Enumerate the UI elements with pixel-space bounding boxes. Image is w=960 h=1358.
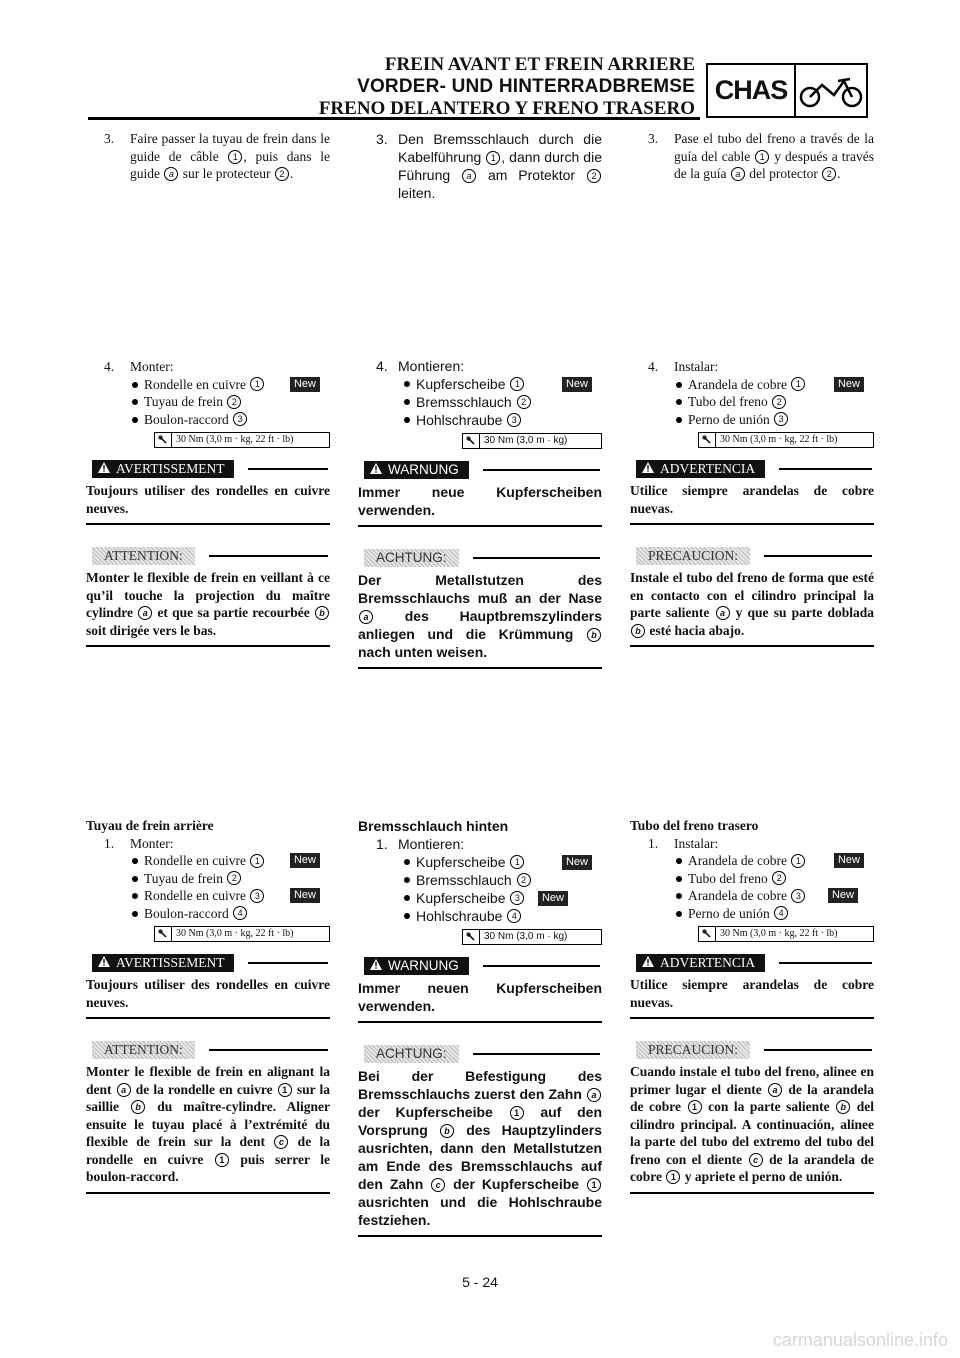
column-french xyxy=(86,130,330,183)
caution-box xyxy=(86,547,330,647)
warning-title: ADVERTENCIA xyxy=(660,461,756,477)
warning-text: Utilice siempre arandelas de cobre nuevas. xyxy=(630,977,874,1010)
list-item: Rondelle en cuivre 3 New xyxy=(86,887,330,905)
warning-triangle-icon xyxy=(642,460,654,478)
es-step-4-block xyxy=(630,358,874,647)
warning-title: AVERTISSEMENT xyxy=(116,461,225,477)
list-item: Arandela de cobre 3 New xyxy=(630,887,874,905)
list-item: Perno de unión 3 xyxy=(630,411,874,429)
wrench-icon xyxy=(155,927,172,941)
caution-box xyxy=(358,549,602,669)
warning-triangle-icon xyxy=(98,460,110,478)
caution-text: Bei der Befestigung des Bremsschlauchs zuerst den Zahn a der Kupferscheibe 1 auf den Vorsprung b des Hauptzylinders ausrichten, dann den Metallstutzen am Ende des Bremsschlauchs auf den Zahn c der Kupferscheibe 1 ausrichten und die Hohlschraube festziehen. xyxy=(358,1068,602,1228)
caution-text: Der Metallstutzen des Bremsschlauchs muß an der Nase a des Hauptbremszylinders anliegen und die Krümmung b nach unten weisen. xyxy=(358,572,602,660)
list-item: Bremsschlauch 2 xyxy=(358,393,602,411)
new-part-badge: New xyxy=(562,855,592,870)
caution-box xyxy=(86,1041,330,1194)
fr-step-3: 3. Faire passer la tuyau de frein dans le guide de câble 1 , puis dans le guide a sur le protecteur 2 . xyxy=(104,131,330,181)
list-item: Kupferscheibe 3 New xyxy=(358,889,602,907)
wrench-icon xyxy=(155,433,172,447)
torque-spec: 30 Nm (3,0 m · kg, 22 ft · lb) xyxy=(154,926,330,942)
list-item: Tubo del freno 2 xyxy=(630,870,874,888)
warning-box xyxy=(358,461,602,527)
list-item: Kupferscheibe 1 New xyxy=(358,853,602,871)
caution-text: Cuando instale el tubo del freno, alinee en primer lugar el diente a de la arandela de cobre 1 con la parte saliente b del cilindro principal. A continuación, alinee la parte del tubo del extremo del tubo del freno con el diente c de la arandela de cobre 1 y apriete el perno de unión. xyxy=(630,1064,874,1184)
es-step-3: 3. Pase el tubo del freno a través de la guía del cable 1 y después a través de la guía a del protector 2 . xyxy=(648,131,875,181)
warning-text: Toujours utiliser des rondelles en cuivre neuves. xyxy=(86,483,330,516)
caution-box xyxy=(358,1045,602,1237)
caution-text: Monter le flexible de frein en alignant la dent a de la rondelle en cuivre 1 sur la saillie b du maître-cylindre. Aligner ensuite le tuyau placé à l’extrémité du flexible de frein sur la dent c de la rondelle en cuivre 1 puis serrer le boulon-raccord. xyxy=(86,1064,330,1184)
wrench-icon xyxy=(463,930,480,944)
list-item: Rondelle en cuivre 1 New xyxy=(86,376,330,394)
fr-step-4: 4. Monter: xyxy=(104,359,174,374)
new-part-badge: New xyxy=(834,377,864,392)
column-spanish xyxy=(630,130,874,183)
torque-spec: 30 Nm (3,0 m · kg, 22 ft · lb) xyxy=(698,432,874,448)
new-part-badge: New xyxy=(290,853,320,868)
torque-spec: 30 Nm (3,0 m · kg, 22 ft · lb) xyxy=(698,926,874,942)
motorcycle-icon xyxy=(796,65,866,116)
list-item: Perno de unión 4 xyxy=(630,905,874,923)
de-step-4-block xyxy=(358,357,602,669)
section-title: Tubo del freno trasero xyxy=(630,818,759,833)
de-step-4: 4. Montieren: xyxy=(376,358,465,374)
warning-text: Toujours utiliser des rondelles en cuivre neuves. xyxy=(86,977,330,1010)
warning-title: WARNUNG xyxy=(388,958,459,973)
wrench-icon xyxy=(463,434,480,448)
warning-box xyxy=(86,460,330,525)
warning-title: ADVERTENCIA xyxy=(660,955,756,971)
list-item: Kupferscheibe 1 New xyxy=(358,375,602,393)
page-number: 5 - 24 xyxy=(462,1274,498,1290)
list-item: Boulon-raccord 4 xyxy=(86,905,330,923)
warning-title: WARNUNG xyxy=(388,462,459,477)
warning-triangle-icon xyxy=(98,954,110,972)
wrench-icon xyxy=(699,433,716,447)
de-step-3: 3. Den Bremsschlauch durch die Kabelführung 1 , dann durch die Führung a am Protektor 2 leiten. xyxy=(376,131,602,201)
es-step-4: 4. Instalar: xyxy=(648,359,719,374)
list-item: Arandela de cobre 1 New xyxy=(630,852,874,870)
section-title: Bremsschlauch hinten xyxy=(358,818,509,834)
list-item: Hohlschraube 3 xyxy=(358,411,602,429)
caution-title: ACHTUNG: xyxy=(364,1045,459,1063)
warning-box xyxy=(358,957,602,1023)
header-rule xyxy=(88,117,700,120)
caution-text: Monter le flexible de frein en veillant à ce qu’il touche la projection du maître cylindre a et que sa partie recourbée b soit dirigée vers le bas. xyxy=(86,570,330,638)
caution-title: PRECAUCION: xyxy=(636,1041,750,1059)
warning-box xyxy=(630,460,874,525)
warning-text: Immer neuen Kupferscheiben verwenden. xyxy=(358,980,602,1014)
new-part-badge: New xyxy=(828,888,858,903)
title-german: VORDER- UND HINTERRADBREMSE xyxy=(357,76,695,97)
warning-triangle-icon xyxy=(370,957,382,975)
list-item: Boulon-raccord 3 xyxy=(86,411,330,429)
chapter-badge xyxy=(706,63,868,118)
caution-box xyxy=(630,1041,874,1194)
new-part-badge: New xyxy=(834,853,864,868)
warning-title: AVERTISSEMENT xyxy=(116,955,225,971)
caution-box xyxy=(630,547,874,647)
de-rear-block: Bremsschlauch hinten 1. Montieren: Kupferscheibe 1 New Bremsschlauch 2 Kupferscheibe 3 New Hohlschraube 4 30 Nm (3,0 m · kg) WARNUNG Immer neuen Kupferscheiben verwenden. ACHTUNG: Bei der Befestigung des Bremsschlauchs zuerst den Zahn a der Kupferscheibe 1 auf den Vorsprung b des Hauptzylinders ausrichten, dann den Metallstutzen am Ende des Bremsschlauchs auf den Zahn c der Kupferscheibe 1 ausrichten und die Hohlschraube festziehen. xyxy=(358,817,602,1237)
list-item: Tuyau de frein 2 xyxy=(86,393,330,411)
torque-spec: 30 Nm (3,0 m · kg, 22 ft · lb) xyxy=(154,432,330,448)
warning-text: Utilice siempre arandelas de cobre nuevas. xyxy=(630,483,874,516)
list-item: Tuyau de frein 2 xyxy=(86,870,330,888)
warning-box xyxy=(630,954,874,1019)
fr-rear-block: Tuyau de frein arrière 1. Monter: Rondelle en cuivre 1 New Tuyau de frein 2 Rondelle en cuivre 3 New Boulon-raccord 4 30 Nm (3,0 m · kg, 22 ft · lb) AVERTISSEMENT Toujours utiliser des rondelles en cuivre neuves. ATTENTION: Monter le flexible de frein en alignant la dent a de la rondelle en cuivre 1 sur la saillie b du maître-cylindre. Aligner ensuite le tuyau placé à l’extrémité du flexible de frein sur la dent c de la rondelle en cuivre 1 puis serrer le boulon-raccord. xyxy=(86,817,330,1194)
torque-spec: 30 Nm (3,0 m · kg) xyxy=(462,433,602,449)
warning-text: Immer neue Kupferscheiben verwenden. xyxy=(358,484,602,518)
list-item: Bremsschlauch 2 xyxy=(358,871,602,889)
header-titles xyxy=(319,54,695,120)
title-french: FREIN AVANT ET FREIN ARRIERE xyxy=(384,54,695,75)
section-title: Tuyau de frein arrière xyxy=(86,818,214,833)
caution-title: ATTENTION: xyxy=(92,1041,195,1059)
watermark: carmanualsonline.info xyxy=(772,1330,948,1350)
fr-step-4-block xyxy=(86,358,330,647)
list-item: Hohlschraube 4 xyxy=(358,907,602,925)
column-german xyxy=(358,130,602,202)
wrench-icon xyxy=(699,927,716,941)
caution-title: ACHTUNG: xyxy=(364,549,459,567)
list-item: Tubo del freno 2 xyxy=(630,393,874,411)
warning-box xyxy=(86,954,330,1019)
chapter-badge-text: CHAS xyxy=(708,65,796,116)
new-part-badge: New xyxy=(538,891,568,906)
torque-spec: 30 Nm (3,0 m · kg) xyxy=(462,929,602,945)
title-spanish: FRENO DELANTERO Y FRENO TRASERO xyxy=(318,98,695,119)
caution-title: ATTENTION: xyxy=(92,547,195,565)
es-rear-block: Tubo del freno trasero 1. Instalar: Arandela de cobre 1 New Tubo del freno 2 Arandela de cobre 3 New Perno de unión 4 30 Nm (3,0 m · kg, 22 ft · lb) ADVERTENCIA Utilice siempre arandelas de cobre nuevas. PRECAUCION: Cuando instale el tubo del freno, alinee en primer lugar el diente a de la arandela de cobre 1 con la parte saliente b del cilindro principal. A continuación, alinee la parte del tubo del extremo del tubo del freno con el diente c de la arandela de cobre 1 y apriete el perno de unión. xyxy=(630,817,874,1194)
new-part-badge: New xyxy=(562,377,592,392)
new-part-badge: New xyxy=(290,377,320,392)
caution-text: Instale el tubo del freno de forma que esté en contacto con el cilindro principal la parte saliente a y que su parte doblada b esté hacia abajo. xyxy=(630,570,874,638)
list-item: Arandela de cobre 1 New xyxy=(630,376,874,394)
new-part-badge: New xyxy=(290,888,320,903)
list-item: Rondelle en cuivre 1 New xyxy=(86,852,330,870)
warning-triangle-icon xyxy=(642,954,654,972)
caution-title: PRECAUCION: xyxy=(636,547,750,565)
warning-triangle-icon xyxy=(370,461,382,479)
